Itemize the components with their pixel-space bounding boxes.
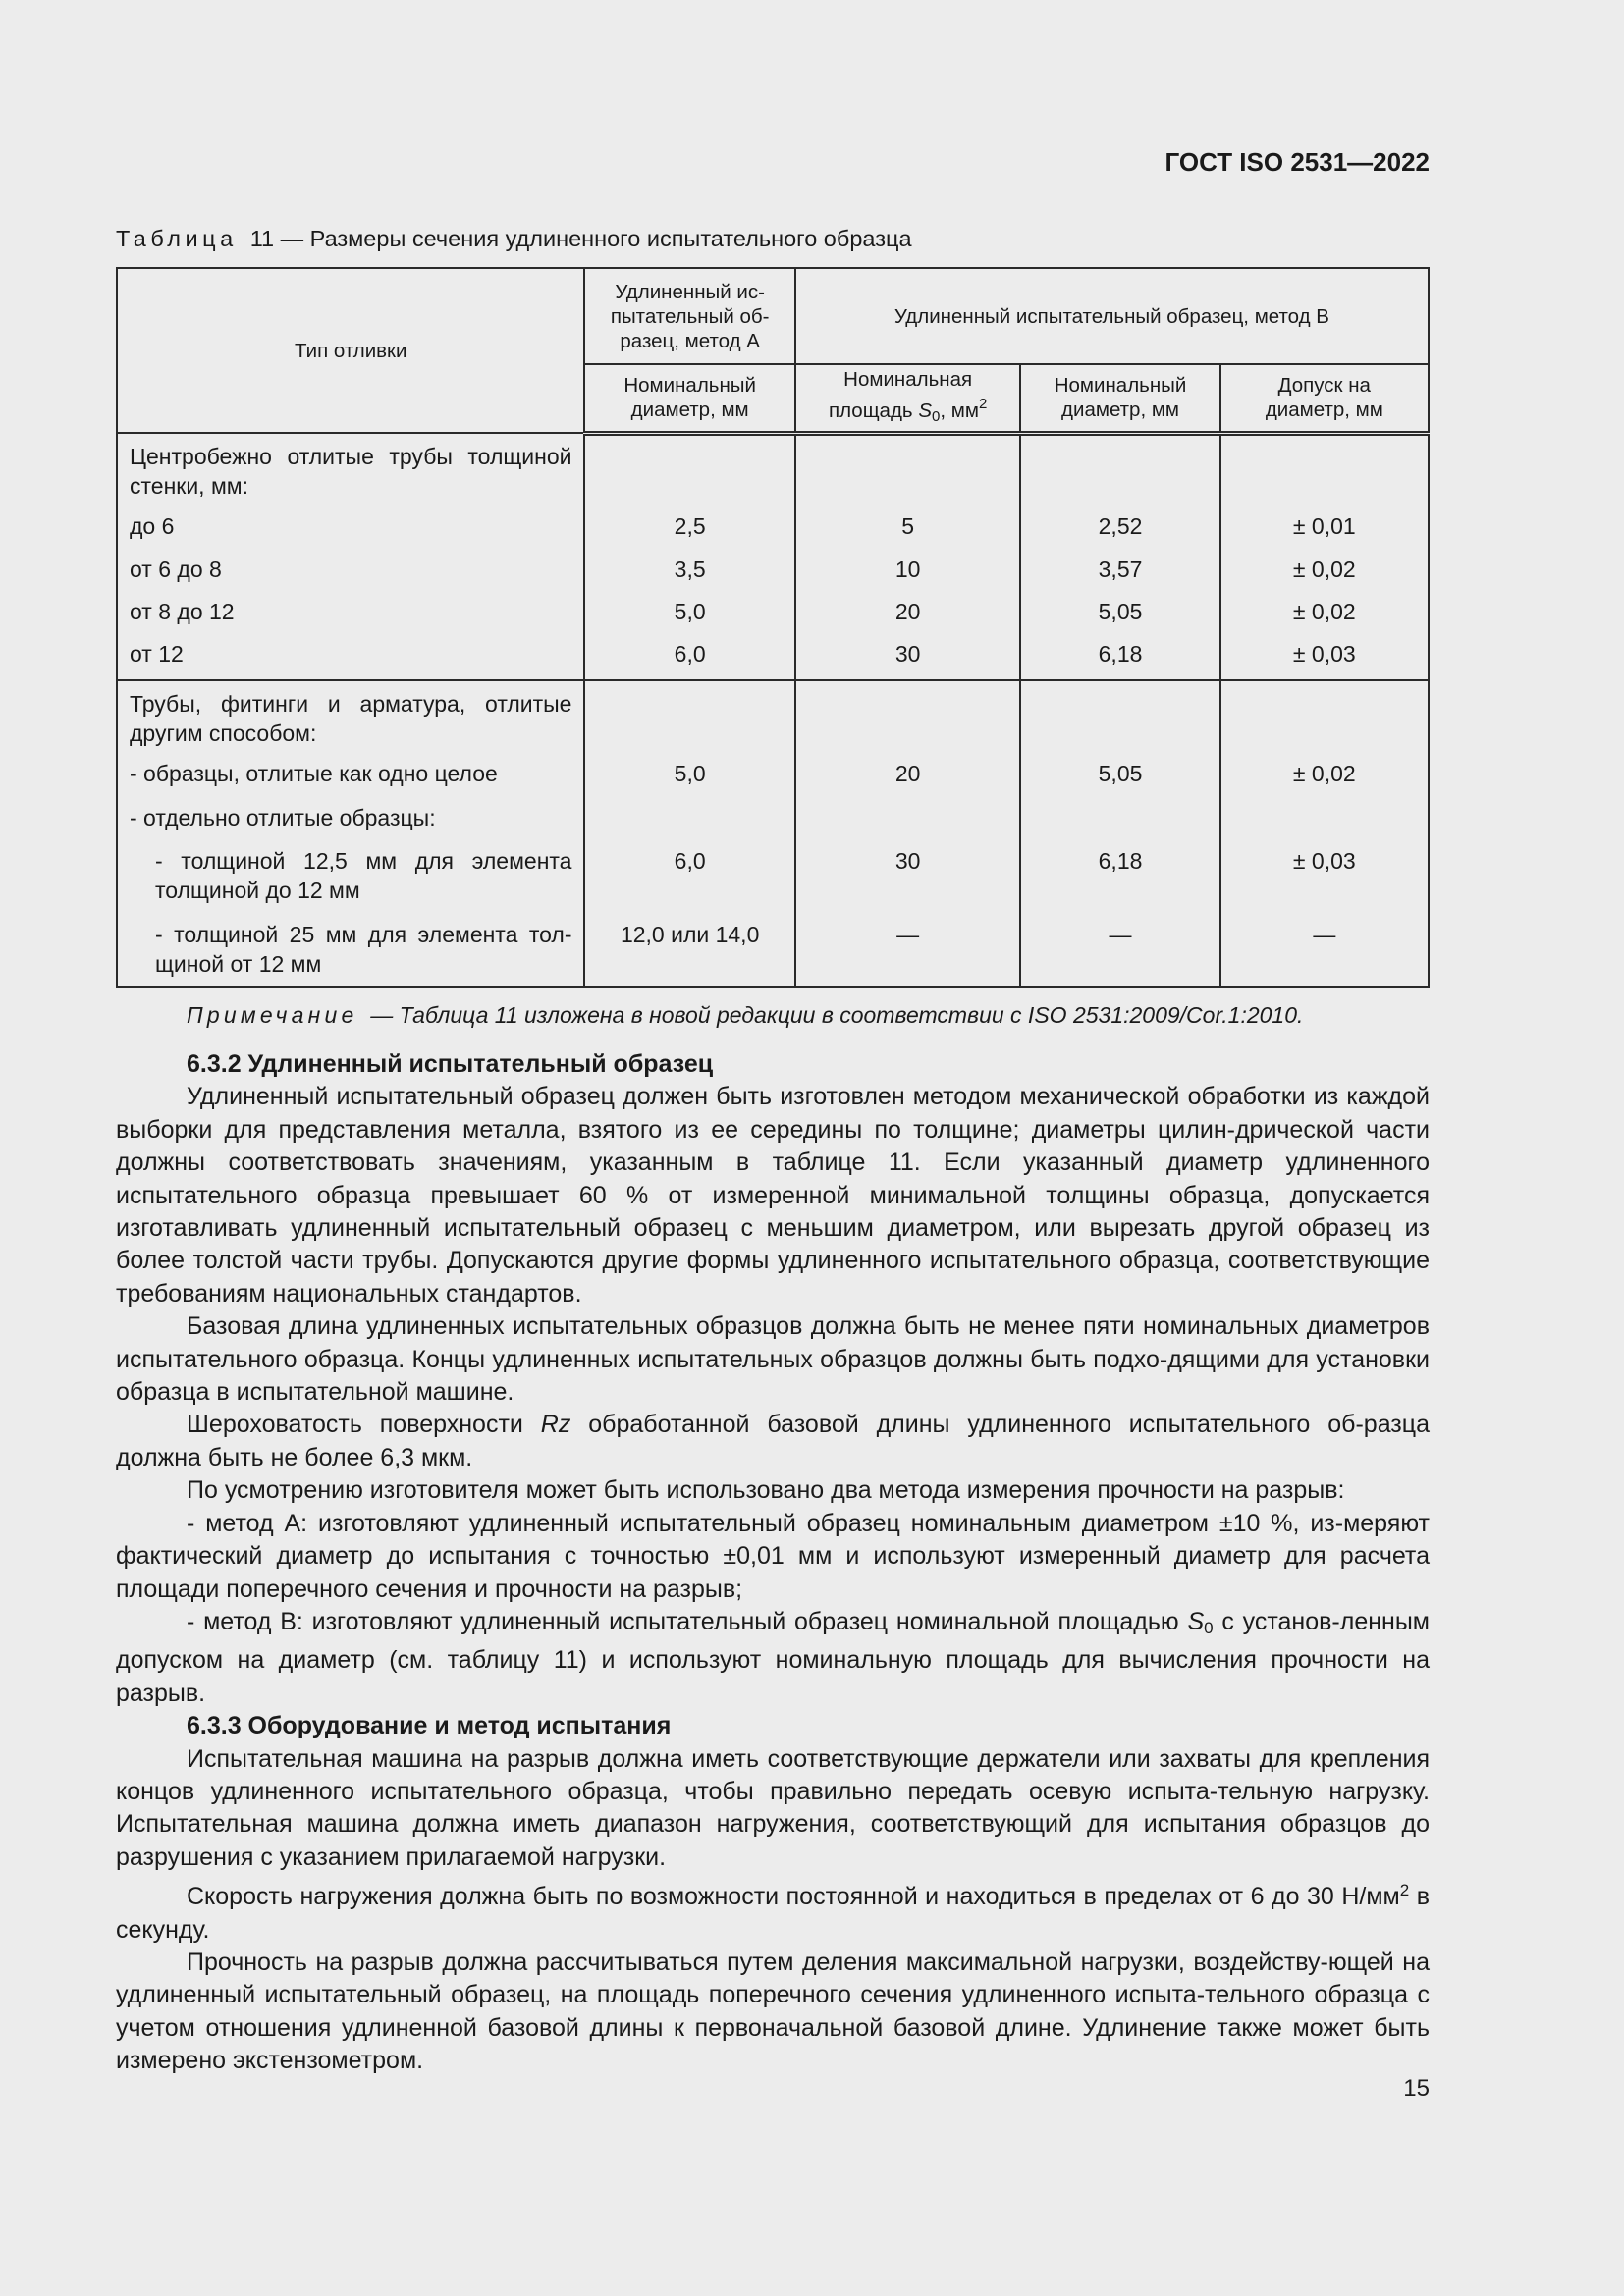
table-row <box>117 433 1429 506</box>
cell-s0: 20 <box>795 591 1021 633</box>
header-a-nominal-diameter: Номинальный диаметр, мм <box>584 364 794 433</box>
page-number: 15 <box>1403 2075 1430 2102</box>
table-row <box>117 591 1429 633</box>
section-heading-6-3-3: 6.3.3 Оборудование и метод испытания <box>187 1712 672 1740</box>
cell-s0: 30 <box>795 840 1021 914</box>
cell-tolerance: ± 0,03 <box>1220 840 1429 914</box>
cell-s0: 5 <box>795 506 1021 549</box>
cell-s0 <box>795 797 1021 840</box>
table-row <box>117 797 1429 840</box>
cell-s0 <box>795 433 1021 506</box>
header-method-b: Удлиненный испытательный образец, метод В <box>795 268 1429 364</box>
table-row <box>117 506 1429 549</box>
row-type: от 8 до 12 <box>117 591 584 633</box>
row-type: - толщиной 12,5 мм для элемента толщиной до 12 мм <box>117 840 584 914</box>
cell-diameter <box>1020 680 1219 753</box>
cell-tolerance <box>1220 680 1429 753</box>
cell-tolerance: — <box>1220 914 1429 987</box>
document-id: ГОСТ ISO 2531—2022 <box>1164 147 1430 177</box>
paragraph: Прочность на разрыв должна рассчитываться путем деления максимальной нагрузки, воздейству-ющей на удлиненный испытательный образец, на площадь поперечного сечения удлиненного испыта-тельного образца с учетом отношения удлиненной базовой длины к первоначальной базовой длине. Удлинение также может быть измерено экстензометром. <box>116 1948 1430 2075</box>
paragraph: - метод В: изготовляют удлиненный испытательный образец номинальной площадью $S_0$ с установ-ленным допуском на диаметр (см. таблицу 11) и используют номинальную площадь для вычисления прочности на разрыв. <box>116 1607 1430 1707</box>
cell-a <box>584 797 794 840</box>
cell-tolerance: ± 0,03 <box>1220 633 1429 680</box>
header-b-nominal-area: Номинальная площадь $S_0$, $мм^2$ <box>795 364 1021 433</box>
cell-s0 <box>795 680 1021 753</box>
table-row <box>117 840 1429 914</box>
cell-a: 5,0 <box>584 591 794 633</box>
cell-tolerance <box>1220 433 1429 506</box>
table-caption-label: Таблица <box>116 226 238 251</box>
cell-a: 3,5 <box>584 549 794 591</box>
paragraph: - метод А: изготовляют удлиненный испытательный образец номинальным диаметром ±10 %, из-меряют фактический диаметр до испытания с точностью ±0,01 мм и используют измеренный диаметр для расчета площади поперечного сечения и прочности на разрыв; <box>116 1509 1430 1603</box>
cell-a: 6,0 <box>584 633 794 680</box>
table-caption <box>116 226 912 252</box>
table-row <box>117 549 1429 591</box>
cell-tolerance: ± 0,02 <box>1220 591 1429 633</box>
cell-diameter: 5,05 <box>1020 753 1219 797</box>
cell-diameter: 6,18 <box>1020 633 1219 680</box>
section-heading-6-3-2: 6.3.2 Удлиненный испытательный образец <box>187 1050 714 1078</box>
header-b-tolerance: Допуск на диаметр, мм <box>1220 364 1429 433</box>
table-row <box>117 633 1429 680</box>
cell-a: 6,0 <box>584 840 794 914</box>
note-label: Примечание <box>187 1002 358 1028</box>
cell-a: 2,5 <box>584 506 794 549</box>
cell-tolerance: ± 0,02 <box>1220 549 1429 591</box>
table-caption-text: 11 — Размеры сечения удлиненного испытательного образца <box>249 226 912 251</box>
cell-diameter: 6,18 <box>1020 840 1219 914</box>
paragraph: По усмотрению изготовителя может быть использовано два метода измерения прочности на разрыв: <box>187 1476 1345 1505</box>
table-row <box>117 680 1429 753</box>
row-type: Центробежно отлитые трубы толщиной стенки, мм: <box>117 433 584 506</box>
paragraph: Испытательная машина на разрыв должна иметь соответствующие держатели или захваты для крепления концов удлиненного испытательного образца, чтобы правильно передать осевую испыта-тельную нагрузку. Испытательная машина должна иметь диапазон нагружения, соответствующий для испытания образцов до разрушения с указанием прилагаемой нагрузки. <box>116 1744 1430 1871</box>
cell-a: 12,0 или 14,0 <box>584 914 794 987</box>
paragraph: Удлиненный испытательный образец должен быть изготовлен методом механической обработки из каждой выборки для представления металла, взятого из ее середины по толщине; диаметры цилин-дрической части должны соответствовать значениям, указанным в таблице 11. Если указанный диаметр удлиненного испытательного образца превышает 60 % от измеренной минимальной толщины образца, допускается изготавливать удлиненный испытательный образец с меньшим диаметром, или вырезать другой образец из более толстой части трубы. Допускаются другие формы удлиненного испытательного образца, соответствующие требованиям национальных стандартов. <box>116 1083 1430 1308</box>
cell-diameter <box>1020 433 1219 506</box>
header-casting-type: Тип отливки <box>117 268 584 433</box>
cell-diameter <box>1020 797 1219 840</box>
dimensions-table <box>116 267 1430 988</box>
cell-diameter: 3,57 <box>1020 549 1219 591</box>
cell-s0: 20 <box>795 753 1021 797</box>
row-type: - образцы, отлитые как одно целое <box>117 753 584 797</box>
row-type: Трубы, фитинги и арматура, отлитые другим способом: <box>117 680 584 753</box>
cell-diameter: — <box>1020 914 1219 987</box>
paragraph: Базовая длина удлиненных испытательных образцов должна быть не менее пяти номинальных диаметров испытательного образца. Концы удлиненных испытательных образцов должны быть подхо-дящими для установки образца в испытательной машине. <box>116 1312 1430 1407</box>
cell-a <box>584 680 794 753</box>
cell-a <box>584 433 794 506</box>
table-row <box>117 753 1429 797</box>
header-method-a: Удлиненный ис-пытательный об-разец, метод А <box>584 268 794 364</box>
cell-s0: 10 <box>795 549 1021 591</box>
paragraph: Скорость нагружения должна быть по возможности постоянной и находиться в пределах от 6 до 30 $Н/мм^2$ в секунду. <box>116 1881 1430 1944</box>
row-type: до 6 <box>117 506 584 549</box>
row-type: от 12 <box>117 633 584 680</box>
cell-s0: 30 <box>795 633 1021 680</box>
row-type: - толщиной 25 мм для элемента тол-щиной от 12 мм <box>117 914 584 987</box>
note-text: — Таблица 11 изложена в новой редакции в соответствии с ISO 2531:2009/Cor.1:2010. <box>370 1002 1304 1028</box>
cell-diameter: 2,52 <box>1020 506 1219 549</box>
body-text <box>116 1048 1430 2078</box>
cell-a: 5,0 <box>584 753 794 797</box>
table-row <box>117 914 1429 987</box>
table-note <box>187 1002 1430 1029</box>
header-b-nominal-diameter: Номинальный диаметр, мм <box>1020 364 1219 433</box>
cell-diameter: 5,05 <box>1020 591 1219 633</box>
row-type: от 6 до 8 <box>117 549 584 591</box>
row-type: - отдельно отлитые образцы: <box>117 797 584 840</box>
cell-s0: — <box>795 914 1021 987</box>
cell-tolerance: ± 0,02 <box>1220 753 1429 797</box>
paragraph: Шероховатость поверхности Rz обработанной базовой длины удлиненного испытательного об-разца должна быть не более 6,3 мкм. <box>116 1411 1430 1471</box>
cell-tolerance <box>1220 797 1429 840</box>
cell-tolerance: ± 0,01 <box>1220 506 1429 549</box>
